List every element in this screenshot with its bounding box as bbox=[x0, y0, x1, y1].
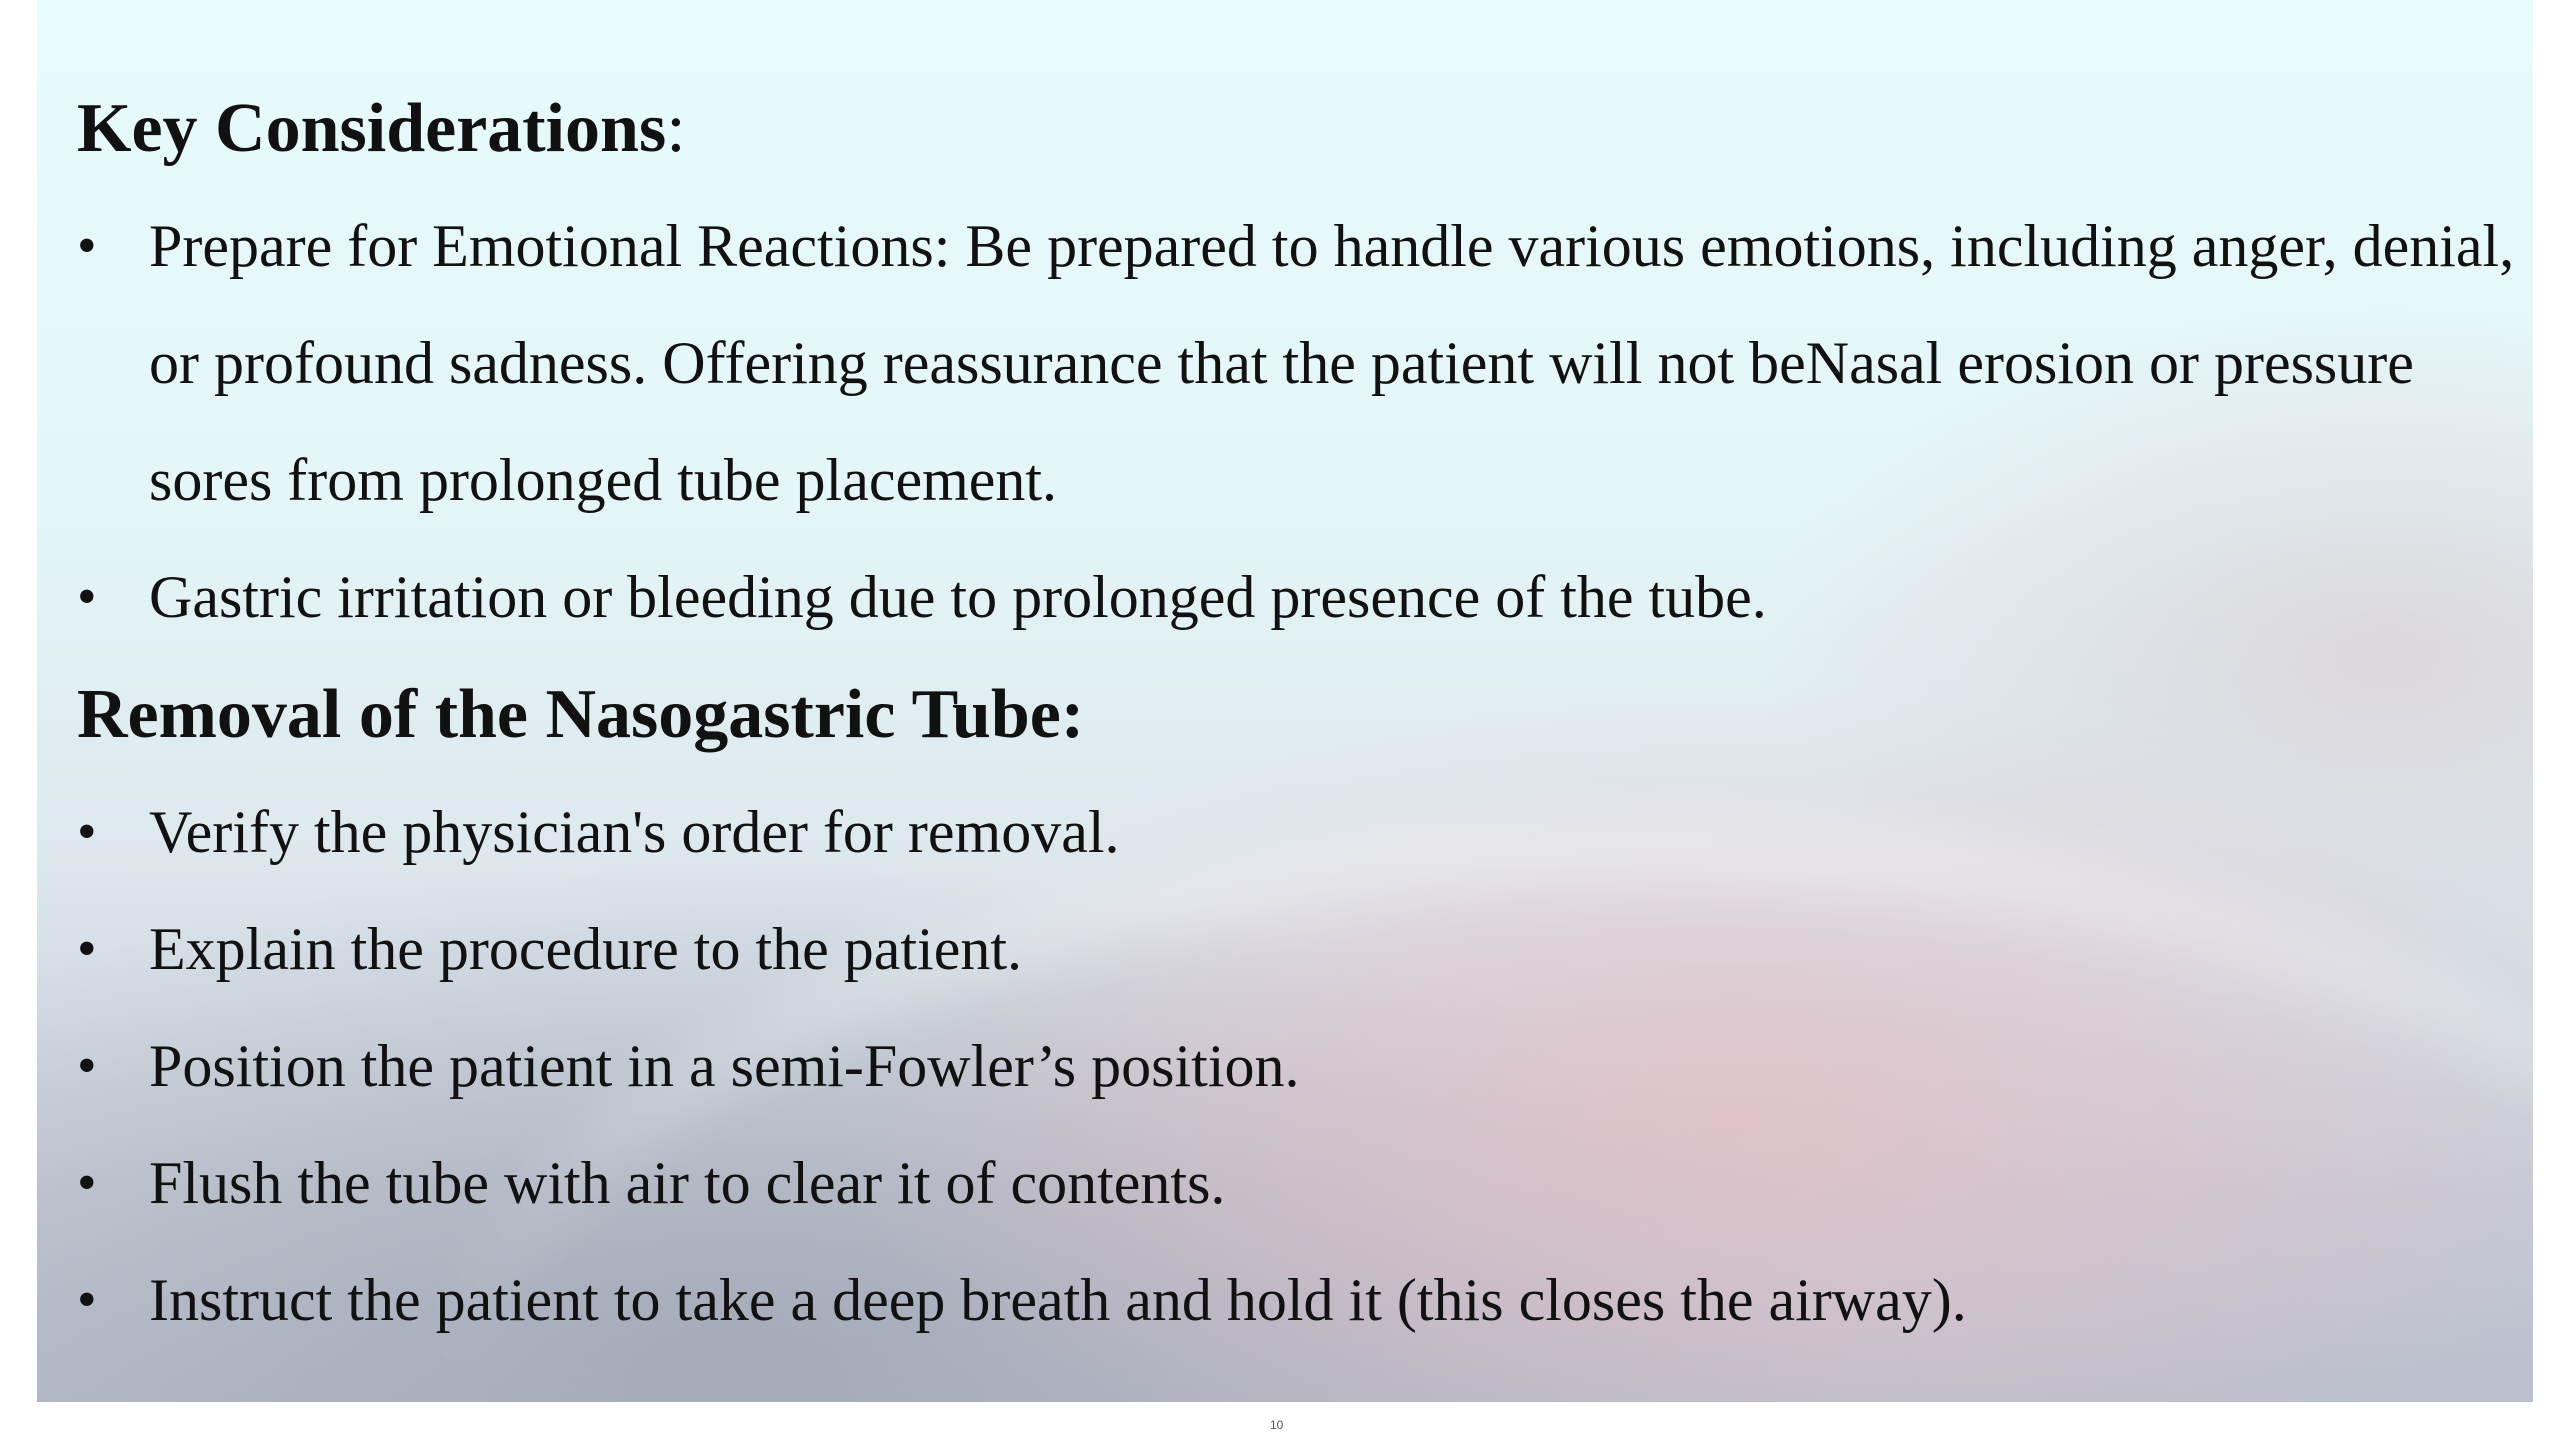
bullet-icon: • bbox=[77, 1152, 97, 1214]
removal-steps-list bbox=[77, 774, 2517, 1359]
bullet-icon: • bbox=[77, 918, 97, 980]
slide bbox=[37, 0, 2533, 1402]
section-heading-key-considerations: Key Considerations: bbox=[77, 90, 686, 167]
bullet-icon: • bbox=[77, 566, 97, 628]
list-item: • Prepare for Emotional Reactions: Be prepared to handle various emotions, including anger, denial, or profound sadness. Offering reassurance that the patient will not beNasal erosion or pressure sores from prolonged tube placement. bbox=[77, 188, 2517, 539]
key-considerations-list bbox=[77, 188, 2517, 656]
slide-content bbox=[77, 70, 2517, 1359]
list-item: • Explain the procedure to the patient. bbox=[77, 891, 2517, 1008]
bullet-icon: • bbox=[77, 801, 97, 863]
bullet-icon: • bbox=[77, 1035, 97, 1097]
list-item: • Gastric irritation or bleeding due to prolonged presence of the tube. bbox=[77, 539, 2517, 656]
slide-number: 10 bbox=[1270, 1418, 1284, 1432]
list-item: • Verify the physician's order for removal. bbox=[77, 774, 2517, 891]
bullet-icon: • bbox=[77, 1269, 97, 1331]
list-item: • Instruct the patient to take a deep breath and hold it (this closes the airway). bbox=[77, 1242, 2517, 1359]
bullet-icon: • bbox=[77, 215, 97, 277]
section-heading-removal: Removal of the Nasogastric Tube: bbox=[77, 676, 1085, 753]
list-item: • Position the patient in a semi-Fowler’s position. bbox=[77, 1008, 2517, 1125]
list-item: • Flush the tube with air to clear it of contents. bbox=[77, 1125, 2517, 1242]
